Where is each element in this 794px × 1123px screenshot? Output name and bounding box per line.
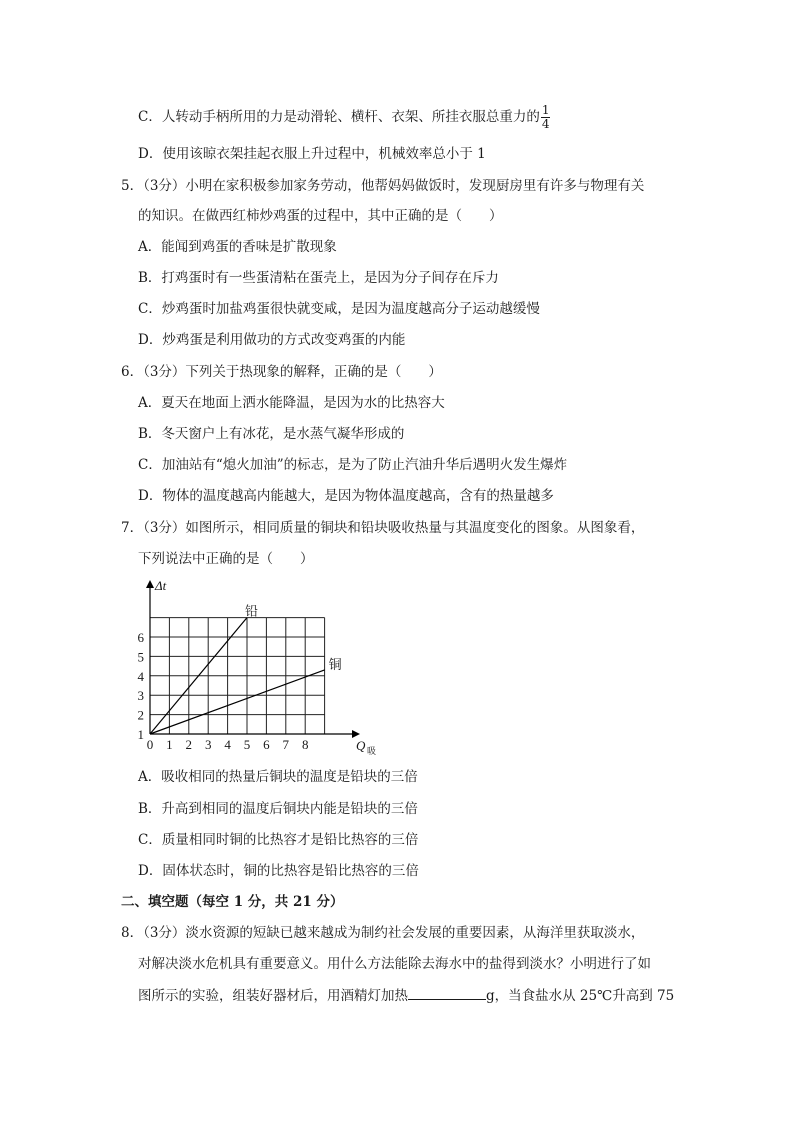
q7-stem-line2: 下列说法中正确的是（ ） bbox=[138, 551, 314, 567]
q8-line1: 8．（3分）淡水资源的短缺已越来越成为制约社会发展的重要因素，从海洋里获取淡水， bbox=[121, 925, 645, 941]
q4-option-c bbox=[138, 104, 550, 131]
q7-option-b: B．升高到相同的温度后铜块内能是铅块的三倍 bbox=[138, 801, 418, 817]
q8-line3-before-blank: 图所示的实验，组装好器材后，用酒精灯加热 bbox=[138, 988, 408, 1004]
q6-stem: 6．（3分）下列关于热现象的解释，正确的是（ ） bbox=[121, 364, 442, 380]
x-axis-label-subscript: 吸 bbox=[367, 746, 377, 756]
series-label: 铅 bbox=[245, 603, 259, 619]
q5-stem-line1: 5．（3分）小明在家积极参加家务劳动，他帮妈妈做饭时，发现厨房里有许多与物理有关 bbox=[121, 178, 645, 194]
fraction-one-quarter bbox=[541, 104, 551, 131]
q6-option-a: A．夏天在地面上洒水能降温，是因为水的比热容大 bbox=[138, 395, 445, 411]
q6-option-b: B．冬天窗户上有冰花，是水蒸气凝华形成的 bbox=[138, 426, 405, 442]
x-axis-arrow-icon bbox=[352, 730, 360, 738]
y-tick-label: 6 bbox=[137, 630, 144, 645]
x-tick-label: 1 bbox=[166, 737, 173, 752]
q5-option-d: D．炒鸡蛋是利用做功的方式改变鸡蛋的内能 bbox=[138, 332, 406, 348]
y-tick-label: 5 bbox=[137, 649, 144, 665]
x-tick-label: 0 bbox=[146, 737, 154, 752]
q5-stem-line2: 的知识。在做西红柿炒鸡蛋的过程中，其中正确的是（ ） bbox=[138, 208, 503, 224]
x-tick-label: 7 bbox=[282, 737, 290, 752]
q7-stem-line1: 7．（3分）如图所示，相同质量的铜块和铅块吸收热量与其温度变化的图象。从图象看， bbox=[121, 520, 645, 536]
fraction-denominator: 4 bbox=[541, 117, 550, 131]
q4-option-c-text: C．人转动手柄所用的力是动滑轮、横杆、衣架、所挂衣服总重力的 bbox=[138, 109, 540, 125]
chart-grid bbox=[150, 618, 325, 734]
q6-option-c: C．加油站有“熄火加油”的标志，是为了防止汽油升华后遇明火发生爆炸 bbox=[138, 457, 568, 473]
q4-option-d: D．使用该晾衣架挂起衣服上升过程中，机械效率总小于 1 bbox=[138, 146, 486, 162]
y-axis-label: Δt bbox=[155, 578, 167, 593]
q5-option-c: C．炒鸡蛋时加盐鸡蛋很快就变咸，是因为温度越高分子运动越缓慢 bbox=[138, 301, 540, 317]
q5-option-a: A．能闻到鸡蛋的香味是扩散现象 bbox=[138, 239, 337, 255]
x-axis-label: Q bbox=[356, 738, 366, 753]
q7-option-c: C．质量相同时铜的比热容才是铅比热容的三倍 bbox=[138, 832, 419, 848]
series-label: 铜 bbox=[328, 656, 342, 672]
x-tick-label: 4 bbox=[224, 737, 231, 752]
y-axis-arrow-icon bbox=[146, 580, 154, 588]
q8-line3 bbox=[138, 985, 674, 1006]
answer-blank[interactable] bbox=[408, 985, 486, 1000]
section-heading-fill-in: 二、填空题（每空 1 分，共 21 分） bbox=[121, 894, 344, 910]
x-tick-label: 6 bbox=[263, 737, 270, 752]
q6-option-d: D．物体的温度越高内能越大，是因为物体温度越高，含有的热量越多 bbox=[138, 488, 554, 504]
chart-labels bbox=[138, 578, 377, 756]
q7-option-d: D．固体状态时，铜的比热容是铅比热容的三倍 bbox=[138, 863, 419, 879]
y-tick-label: 4 bbox=[137, 668, 144, 684]
y-tick-label: 1 bbox=[137, 727, 144, 742]
x-tick-label: 2 bbox=[185, 737, 193, 752]
q8-line2: 对解决淡水危机具有重要意义。用什么方法能除去海水中的盐得到淡水？小明进行了如 bbox=[138, 956, 651, 972]
x-tick-label: 5 bbox=[243, 737, 251, 752]
x-tick-label: 3 bbox=[204, 737, 212, 752]
heat-temperature-chart bbox=[130, 576, 390, 762]
y-tick-label: 2 bbox=[137, 707, 144, 723]
fraction-numerator: 1 bbox=[541, 103, 550, 117]
y-tick-label: 3 bbox=[137, 688, 144, 704]
x-tick-label: 8 bbox=[301, 737, 309, 752]
q7-option-a: A．吸收相同的热量后铜块的温度是铅块的三倍 bbox=[138, 769, 418, 785]
q8-line3-after-blank: g，当食盐水从 25℃升高到 75 bbox=[486, 988, 675, 1004]
q5-option-b: B．打鸡蛋时有一些蛋清粘在蛋壳上，是因为分子间存在斥力 bbox=[138, 270, 499, 286]
